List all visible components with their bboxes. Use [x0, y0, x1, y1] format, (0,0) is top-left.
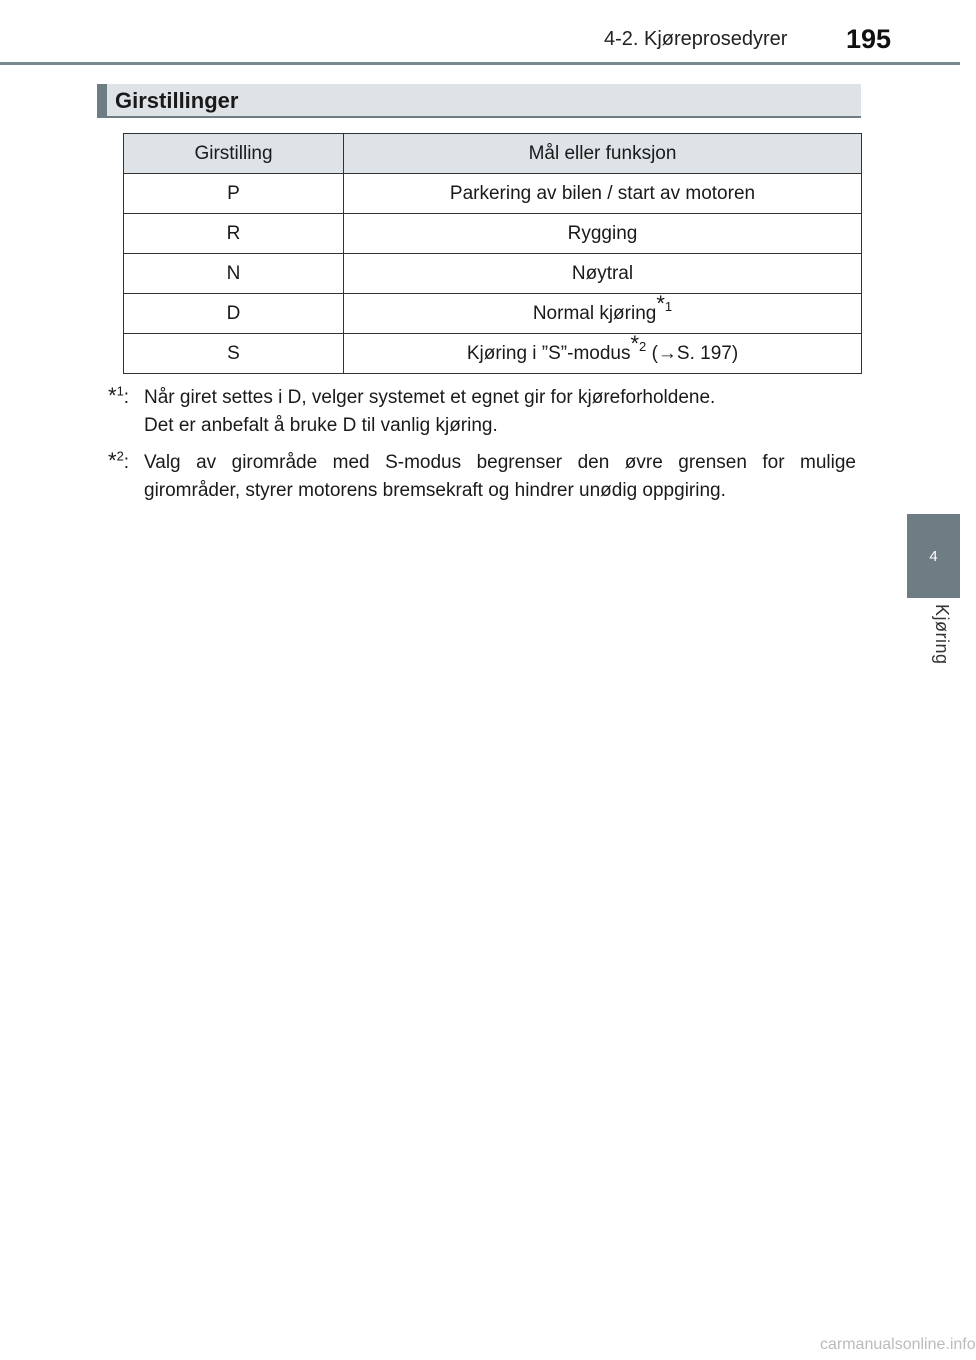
table-header-cell: Mål eller funksjon — [344, 134, 862, 174]
gear-position-cell: R — [124, 214, 344, 254]
gear-function-cell — [344, 331, 862, 374]
gear-function-cell — [344, 291, 862, 334]
footnote-line: Valg av girområde med S-modus begrenser den øvre grensen for mulige — [144, 452, 856, 473]
footnote-marker: *$^1$: — [108, 383, 130, 408]
header-divider — [0, 62, 960, 65]
gear-function-cell: Rygging — [344, 214, 862, 254]
table-header-cell: Girstilling — [124, 134, 344, 174]
table-row — [124, 294, 862, 334]
gear-position-cell: P — [124, 174, 344, 214]
table-row — [124, 334, 862, 374]
chapter-tab[interactable] — [907, 514, 960, 598]
section-heading-bar — [97, 84, 861, 118]
table-header-row — [124, 134, 862, 174]
page-number: 195 — [846, 24, 892, 54]
table-row — [124, 174, 862, 214]
gear-position-cell: D — [124, 294, 344, 334]
footnote-line: Når giret settes i D, velger systemet et egnet gir for kjøreforholdene. — [144, 387, 716, 408]
gear-function-cell: Parkering av bilen / start av motoren — [344, 174, 862, 214]
header-section-title: 4-2. Kjøreprosedyrer — [604, 28, 788, 50]
footnote-ref-number[interactable]: 1 — [664, 299, 673, 315]
function-text: Normal kjøring — [532, 302, 657, 324]
arrow-right-icon: → — [657, 342, 677, 364]
table-row — [124, 214, 862, 254]
gear-function-cell: Nøytral — [344, 254, 862, 294]
chapter-label: Kjøring — [932, 604, 952, 665]
gear-position-table — [123, 133, 862, 374]
section-title: Girstillinger — [115, 88, 239, 113]
footnote-text — [144, 449, 856, 505]
footnote-2 — [108, 449, 856, 505]
gear-position-cell: N — [124, 254, 344, 294]
function-text: Kjøring i ”S”-modus — [466, 342, 631, 364]
table-row — [124, 254, 862, 294]
footnote-line: Det er anbefalt å bruke D til vanlig kjøring. — [144, 415, 498, 436]
gear-position-cell: S — [124, 334, 344, 374]
page-reference[interactable]: (→S. 197) — [651, 342, 739, 364]
footnote-text — [144, 384, 856, 440]
footnote-1 — [108, 384, 856, 440]
watermark: carmanualsonline.info — [820, 1336, 976, 1353]
footnote-marker: *$^2$: — [108, 448, 130, 473]
footnote-star: * — [656, 291, 665, 317]
chapter-number: 4 — [929, 547, 938, 565]
footnote-star: * — [630, 331, 640, 357]
footnote-line: girområder, styrer motorens bremsekraft og hindrer unødig oppgiring. — [144, 480, 726, 501]
footnote-ref-number[interactable]: 2 — [639, 339, 647, 355]
